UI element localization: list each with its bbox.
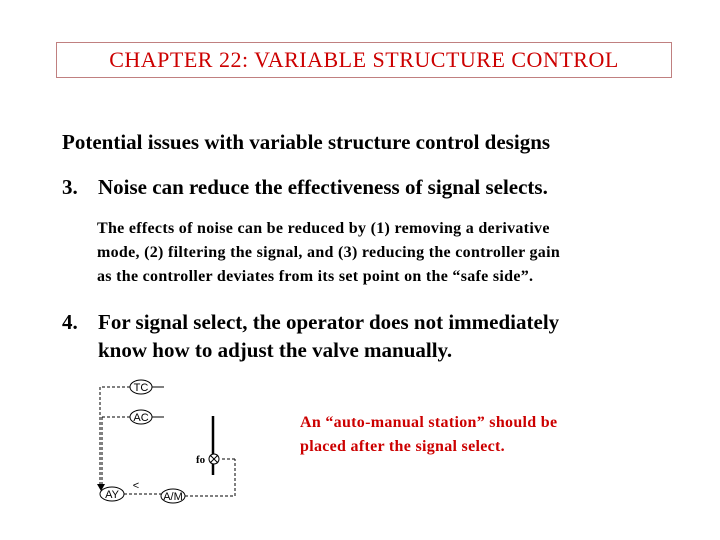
tc-label: TC [133, 382, 149, 394]
note-line-3: as the controller deviates from its set point on the “safe side”. [97, 268, 534, 285]
fail-open-label: fo [196, 454, 206, 466]
side-note-line-1: An “auto-manual station” should be [300, 414, 558, 431]
item-text-line-2: know how to adjust the valve manually. [98, 338, 453, 362]
item-text [98, 308, 559, 364]
slide-title: CHAPTER 22: VARIABLE STRUCTURE CONTROL [56, 42, 672, 78]
item-number: 4. [62, 310, 78, 334]
select-symbol: < [132, 480, 140, 492]
ay-label: AY [105, 489, 119, 501]
note-line-1: The effects of noise can be reduced by (1) removing a derivative [97, 220, 550, 237]
auto-manual-note [300, 411, 557, 459]
item-text: Noise can reduce the effectiveness of signal selects. [98, 175, 548, 199]
control-diagram [90, 372, 270, 512]
note-line-2: mode, (2) filtering the signal, and (3) reducing the controller gain [97, 244, 561, 261]
ac-label: AC [133, 412, 149, 424]
noise-note [97, 217, 560, 289]
slide-subtitle: Potential issues with variable structure control designs [62, 130, 551, 154]
side-note-line-2: placed after the signal select. [300, 438, 505, 455]
item-number: 3. [62, 175, 78, 199]
item-text-line-1: For signal select, the operator does not immediately [98, 310, 560, 334]
am-label: A/M [163, 491, 183, 503]
